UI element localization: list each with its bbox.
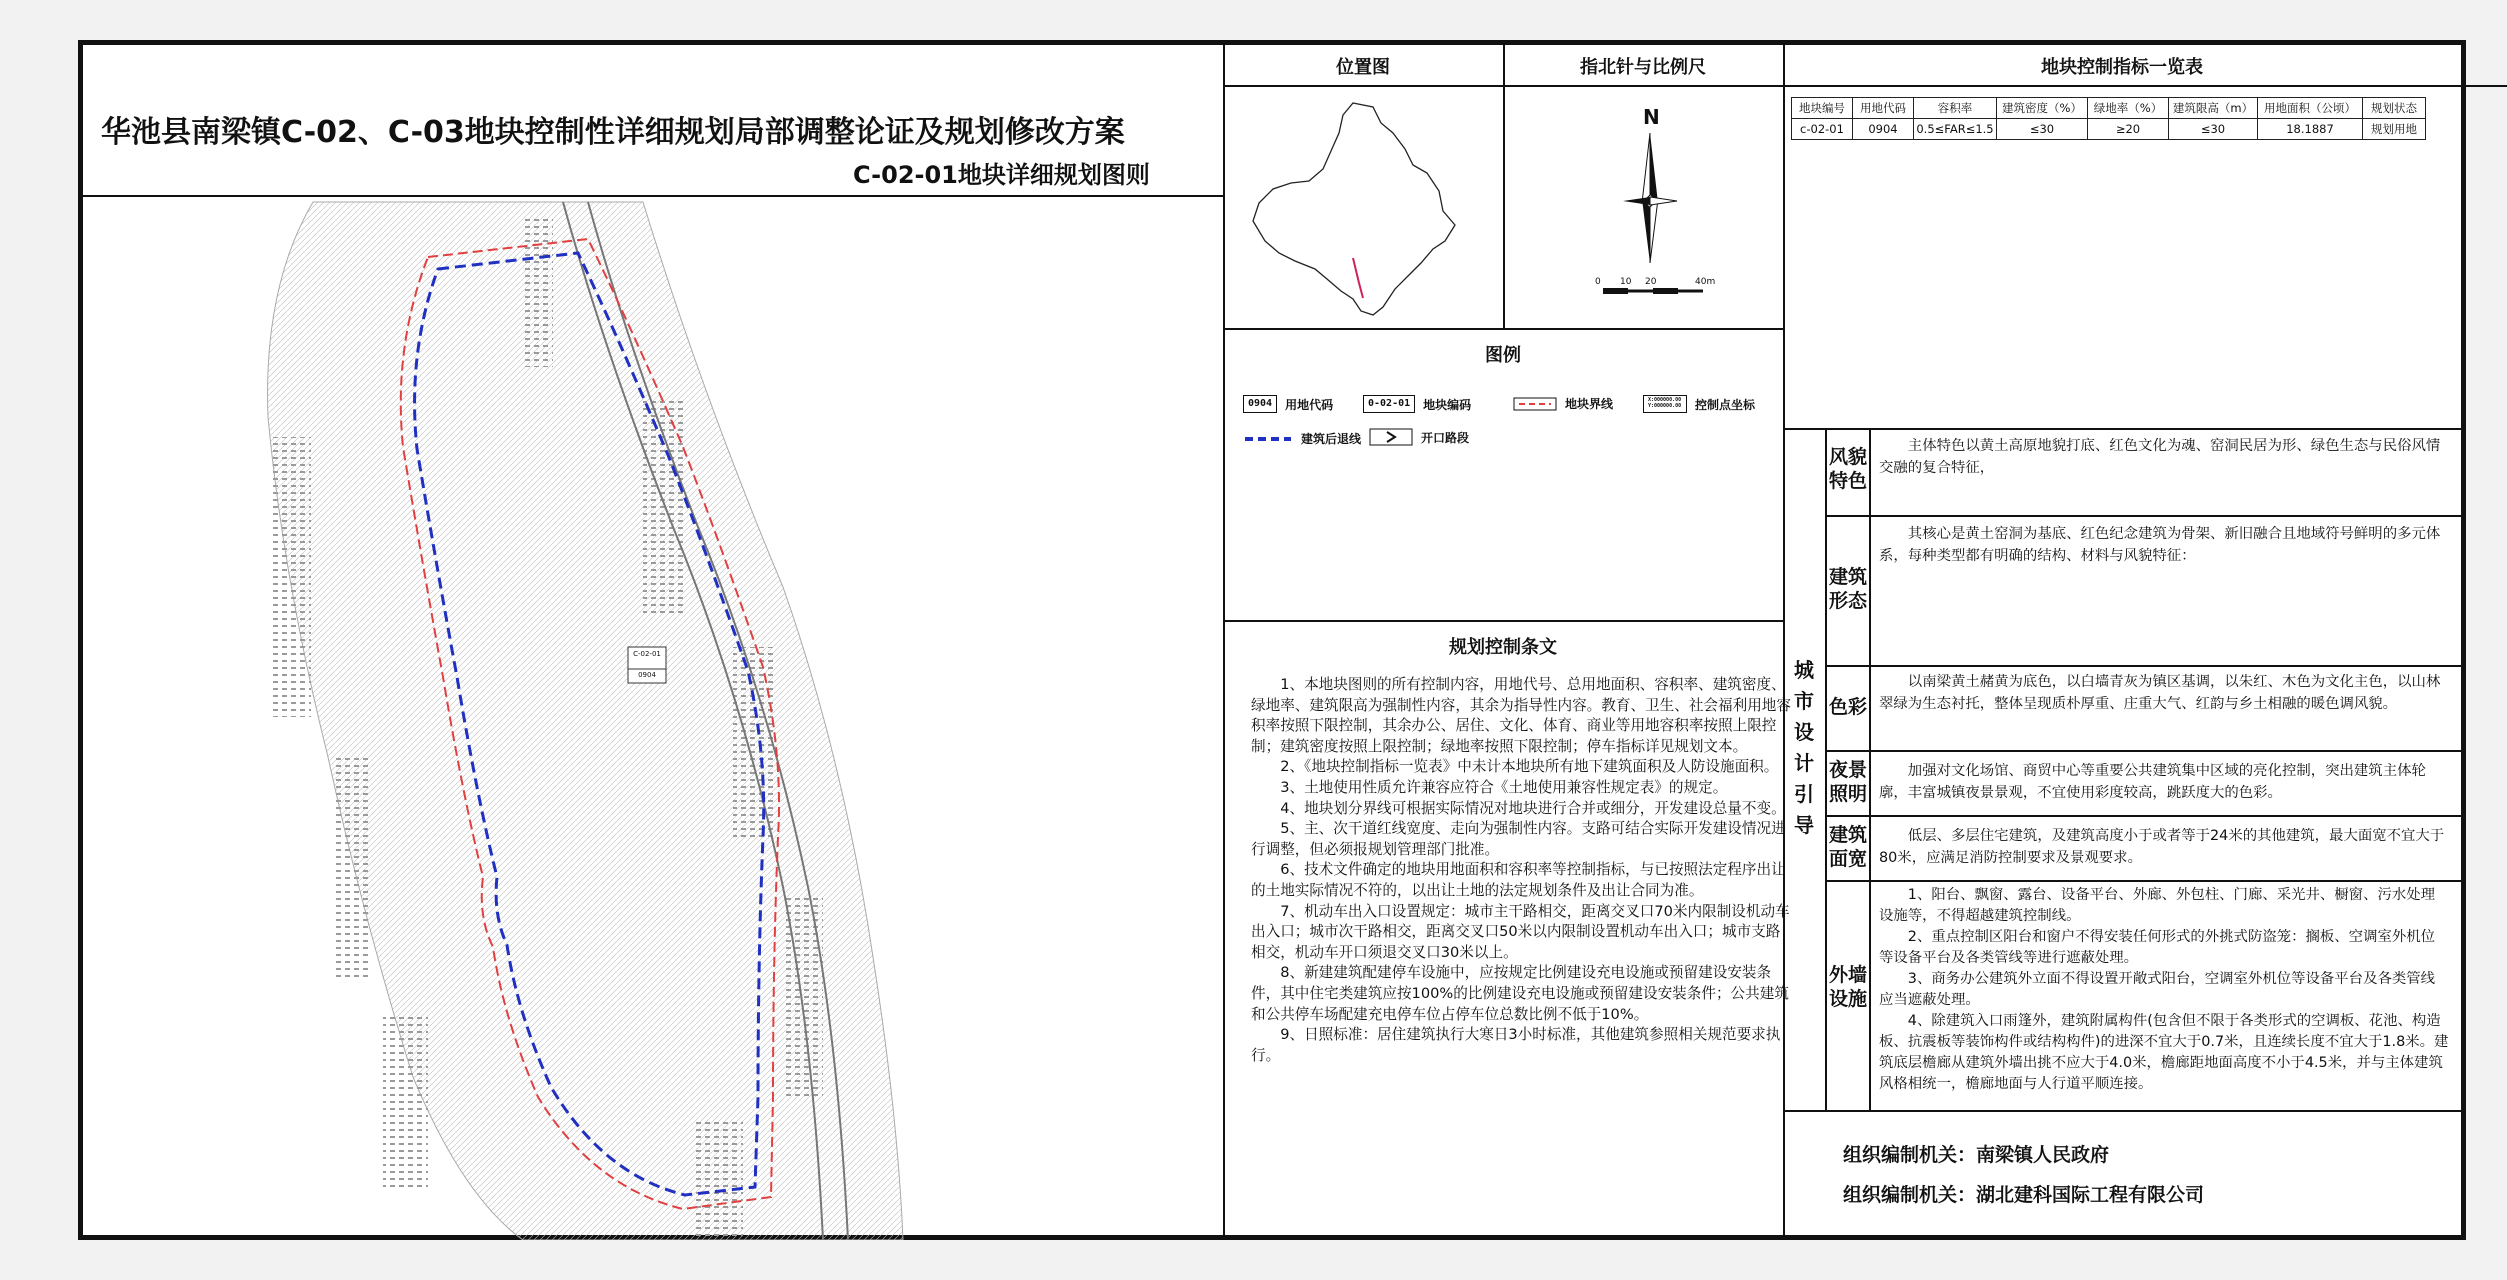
header-status: 规划状态: [2363, 98, 2426, 119]
legend-item-land-code: 0904 用地代码: [1243, 395, 1333, 413]
rules-text: [1251, 675, 1791, 1066]
organization-1: 组织编制机关：南梁镇人民政府: [1843, 1144, 2110, 1166]
site-plan-drawing: [83, 197, 1223, 1240]
legend-item-plot-code: 0-02-01 地块编码: [1363, 395, 1471, 413]
text-style: 主体特色以黄土高原地貌打底、红色文化为魂、窑洞民居为形、绿色生态与民俗风情交融的复合特征，: [1879, 438, 2441, 476]
location-map: [1243, 93, 1483, 323]
guidance-sep-1: [1825, 515, 2461, 517]
exterior-rule-4: 4、除建筑入口雨篷外，建筑附属构件(包含但不限于各类形式的空调板、花池、构造板、抗震板等装饰构件或结构构件)的进深不宜大于0.7米，且连续长度不宜大于1.8米。建筑底层檐廊从建筑外墙出挑不应大于4.0米，檐廊距地面高度不小于4.5米，并与主体建筑风格相统一，檐廊地面与人行道平顺连接。: [1879, 1013, 2449, 1092]
north-letter: N: [1643, 105, 1660, 129]
rule-6: 6、技术文件确定的地块用地面积和容积率等控制指标，与已按照法定程序出让的土地实际情况不符的，以出让土地的法定规划条件及出让合同为准。: [1251, 861, 1786, 899]
guidance-sep-4: [1825, 815, 2461, 817]
indicator-table: [1791, 97, 2426, 140]
header-plot-id: 地块编号: [1792, 98, 1853, 119]
guidance-top-line: [1783, 428, 2461, 430]
scale-tick-3: 40m: [1695, 277, 1716, 287]
divider-h-headers: [1223, 85, 2507, 87]
text-form: 其核心是黄土窑洞为基底、红色纪念建筑为骨架、新旧融合且地域符号鲜明的多元体系，每种类型都有明确的结构、材料与风貌特征：: [1879, 526, 2441, 564]
guidance-bottom-line: [1783, 1110, 2461, 1112]
site-plan-map[interactable]: [83, 197, 1223, 1240]
guidance-sep-2: [1825, 665, 2461, 667]
rule-2: 2、《地块控制指标一览表》中未计本地块所有地下建筑面积及人防设施面积。: [1280, 758, 1779, 776]
rule-8: 8、新建建筑配建停车设施中，应按规定比例建设充电设施或预留建设安装条件，其中住宅类建筑应按100%的比例建设充电设施或预留建设安装条件；公共建筑和公共停车场配建充电停车位占停车位总数比例不低于10%。: [1251, 964, 1789, 1023]
rule-9: 9、日照标准：居住建筑执行大寒日3小时标准，其他建筑参照相关规范要求执行。: [1251, 1026, 1781, 1064]
header-far: 容积率: [1914, 98, 1997, 119]
exterior-rule-1: 1、阳台、飘窗、露台、设备平台、外廊、外包柱、门廊、采光井、橱窗、污水处理设施等，不得超越建筑控制线。: [1879, 887, 2436, 924]
category-night-lighting: 夜景照明: [1829, 759, 1868, 805]
text-frontage: 低层、多层住宅建筑，及建筑高度小于或者等于24米的其他建筑，最大面宽不宜大于80米，应满足消防控制要求及景观要求。: [1879, 828, 2445, 866]
legend-item-opening: 开口路段: [1369, 428, 1469, 446]
location-title: 位置图: [1336, 57, 1390, 78]
text-color: 以南梁黄土赭黄为底色，以白墙青灰为镇区基调，以朱红、木色为文化主色，以山林翠绿为生态衬托，整体呈现质朴厚重、庄重大气、红韵与乡土相融的暖色调风貌。: [1879, 674, 2441, 712]
header-area: 用地面积（公顷）: [2258, 98, 2363, 119]
main-title: 华池县南梁镇C-02、C-03地块控制性详细规划局部调整论证及规划修改方案: [101, 115, 1125, 150]
rule-3: 3、土地使用性质允许兼容应符合《土地使用兼容性规定表》的规定。: [1280, 778, 1728, 796]
city-design-guidance-label: 城市设计引导: [1794, 658, 1814, 837]
organization-2: 组织编制机关：湖北建科国际工程有限公司: [1843, 1184, 2205, 1206]
guidance-sep-3: [1825, 750, 2461, 752]
guidance-v1: [1825, 428, 1827, 1110]
divider-h-rules: [1223, 620, 1783, 622]
category-exterior-facilities: 外墙设施: [1829, 964, 1868, 1010]
indicator-header-row: [1792, 98, 2426, 119]
exterior-rule-2: 2、重点控制区阳台和窗户不得安装任何形式的外挑式防盗笼：搁板、空调室外机位等设备平台及各类管线等进行遮蔽处理。: [1879, 929, 2436, 966]
land-use-code-label: 0904: [638, 671, 656, 679]
category-color: 色彩: [1829, 696, 1868, 718]
header-height-limit: 建筑限高（m）: [2169, 98, 2258, 119]
category-form: 建筑形态: [1829, 566, 1868, 612]
legend-title: 图例: [1485, 345, 1521, 366]
header-density: 建筑密度（%）: [1997, 98, 2088, 119]
scale-tick-0: 0: [1595, 277, 1601, 287]
header-land-code: 用地代码: [1853, 98, 1914, 119]
rule-7: 7、机动车出入口设置规定：城市主干路相交，距离交叉口70米内限制设机动车出入口；城市次干路相交，距离交叉口50米以内限制设置机动车出入口；城市支路相交，机动车开口须退交叉口30米以上。: [1251, 902, 1790, 961]
rule-4: 4、地块划分界线可根据实际情况对地块进行合并或细分，开发建设总量不变。: [1280, 799, 1786, 817]
legend-item-control-point: X:000000.00 Y:000000.00 控制点坐标: [1643, 395, 1755, 413]
scale-tick-2: 20: [1645, 277, 1657, 287]
divider-v3: [1503, 45, 1505, 328]
rule-1: 1、本地块图则的所有控制内容，用地代号、总用地面积、容积率、建筑密度、绿地率、建筑限高为强制性内容，其余为指导性内容。教育、卫生、社会福利用地容积率按照下限控制，其余办公、居住、文化、体育、商业等用地容积率按照上限控制；建筑密度按照上限控制；绿地率按照下限控制；停车指标详见规划文本。: [1251, 676, 1791, 755]
exterior-rule-3: 3、商务办公建筑外立面不得设置开敞式阳台，空调室外机位等设备平台及各类管线应当遮蔽处理。: [1879, 971, 2436, 1008]
drawing-sheet: [78, 40, 2466, 1240]
plot-code-label: C-02-01: [633, 650, 661, 658]
category-frontage: 建筑面宽: [1829, 824, 1868, 870]
divider-h-legend: [1223, 328, 1783, 330]
guidance-sep-5: [1825, 880, 2461, 882]
legend-item-plot-boundary: 地块界线: [1513, 395, 1613, 412]
table-row: c-02-01 0904 0.5≤FAR≤1.5 ≤30 ≥20 ≤30 18.1887 规划用地: [1792, 119, 2426, 140]
header-green-rate: 绿地率（%）: [2088, 98, 2169, 119]
text-exterior-facilities: [1879, 885, 2449, 1095]
indicator-title: 地块控制指标一览表: [2041, 57, 2203, 78]
category-style: 风貌特色: [1829, 446, 1868, 492]
sub-title: C-02-01地块详细规划图则: [853, 161, 1150, 189]
rule-5: 5、主、次干道红线宽度、走向为强制性内容。支路可结合实际开发建设情况进行调整，但必须报规划管理部门批准。: [1251, 820, 1786, 858]
legend-item-setback-line: 建筑后退线: [1301, 432, 1362, 446]
guidance-v2: [1869, 428, 1871, 1110]
text-night-lighting: 加强对文化场馆、商贸中心等重要公共建筑集中区域的亮化控制，突出建筑主体轮廓，丰富城镇夜景景观，不宜使用彩度较高，跳跃度大的色彩。: [1879, 763, 2426, 801]
scale-tick-1: 10: [1620, 277, 1632, 287]
compass-title: 指北针与比例尺: [1580, 57, 1706, 78]
rules-title: 规划控制条文: [1449, 637, 1557, 658]
